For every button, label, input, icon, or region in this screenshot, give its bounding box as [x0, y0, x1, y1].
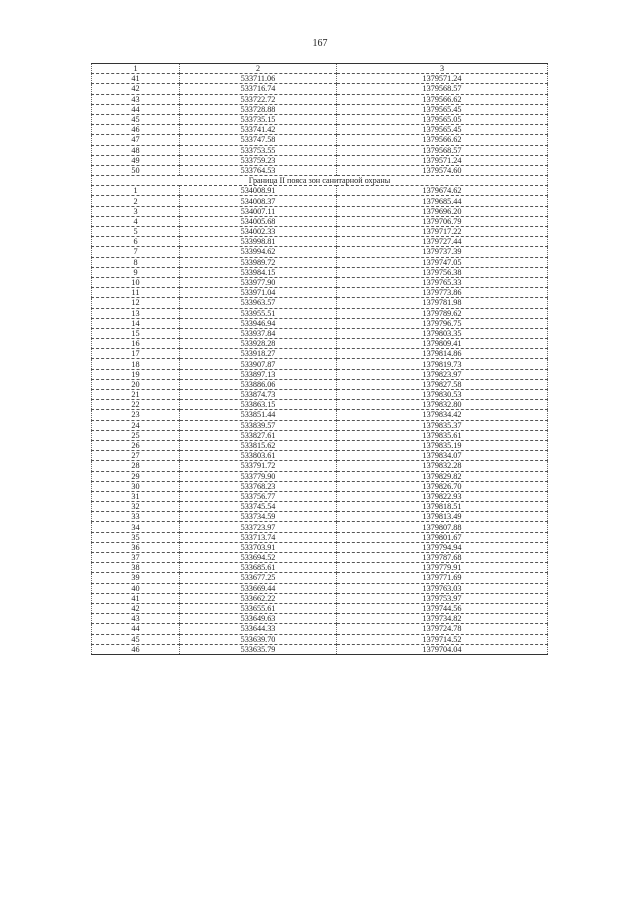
point-number-cell: 46 — [92, 125, 180, 135]
y-coordinate-cell: 1379801.67 — [337, 532, 548, 542]
table-row — [92, 583, 548, 593]
x-coordinate-cell: 533745.54 — [180, 502, 337, 512]
x-coordinate-cell: 533728.88 — [180, 104, 337, 114]
table-row — [92, 186, 548, 196]
y-coordinate-cell: 1379704.04 — [337, 644, 548, 654]
x-coordinate-cell: 533655.61 — [180, 603, 337, 613]
x-coordinate-cell: 533977.90 — [180, 277, 337, 287]
point-number-cell: 10 — [92, 277, 180, 287]
y-coordinate-cell: 1379674.62 — [337, 186, 548, 196]
x-coordinate-cell: 533662.22 — [180, 593, 337, 603]
point-number-cell: 44 — [92, 624, 180, 634]
table-row — [92, 328, 548, 338]
table-row — [92, 603, 548, 613]
x-coordinate-cell: 533937.84 — [180, 328, 337, 338]
coordinates-table-body — [92, 64, 548, 655]
y-coordinate-cell: 1379818.51 — [337, 502, 548, 512]
table-row — [92, 237, 548, 247]
point-number-cell: 14 — [92, 318, 180, 328]
table-row — [92, 206, 548, 216]
table-row — [92, 624, 548, 634]
x-coordinate-cell: 533998.81 — [180, 237, 337, 247]
table-row — [92, 491, 548, 501]
x-coordinate-cell: 533644.33 — [180, 624, 337, 634]
header-col-3: 3 — [337, 64, 548, 74]
point-number-cell: 20 — [92, 379, 180, 389]
table-row — [92, 502, 548, 512]
y-coordinate-cell: 1379813.49 — [337, 512, 548, 522]
x-coordinate-cell: 533735.15 — [180, 114, 337, 124]
y-coordinate-cell: 1379829.82 — [337, 471, 548, 481]
y-coordinate-cell: 1379835.37 — [337, 420, 548, 430]
point-number-cell: 6 — [92, 237, 180, 247]
y-coordinate-cell: 1379807.88 — [337, 522, 548, 532]
y-coordinate-cell: 1379830.53 — [337, 390, 548, 400]
point-number-cell: 27 — [92, 451, 180, 461]
y-coordinate-cell: 1379822.93 — [337, 491, 548, 501]
point-number-cell: 1 — [92, 186, 180, 196]
x-coordinate-cell: 534007.11 — [180, 206, 337, 216]
point-number-cell: 3 — [92, 206, 180, 216]
x-coordinate-cell: 533753.55 — [180, 145, 337, 155]
x-coordinate-cell: 533677.25 — [180, 573, 337, 583]
y-coordinate-cell: 1379727.44 — [337, 237, 548, 247]
page-number: 167 — [312, 38, 328, 49]
x-coordinate-cell: 533694.52 — [180, 553, 337, 563]
point-number-cell: 7 — [92, 247, 180, 257]
y-coordinate-cell: 1379565.05 — [337, 114, 548, 124]
point-number-cell: 43 — [92, 614, 180, 624]
table-row — [92, 155, 548, 165]
table-row — [92, 216, 548, 226]
table-row — [92, 593, 548, 603]
point-number-cell: 29 — [92, 471, 180, 481]
y-coordinate-cell: 1379571.24 — [337, 74, 548, 84]
table-row — [92, 277, 548, 287]
table-row — [92, 94, 548, 104]
y-coordinate-cell: 1379796.75 — [337, 318, 548, 328]
x-coordinate-cell: 533886.06 — [180, 379, 337, 389]
x-coordinate-cell: 533946.94 — [180, 318, 337, 328]
y-coordinate-cell: 1379706.79 — [337, 216, 548, 226]
point-number-cell: 5 — [92, 227, 180, 237]
x-coordinate-cell: 533635.79 — [180, 644, 337, 654]
x-coordinate-cell: 533839.57 — [180, 420, 337, 430]
y-coordinate-cell: 1379568.57 — [337, 84, 548, 94]
point-number-cell: 48 — [92, 145, 180, 155]
x-coordinate-cell: 533685.61 — [180, 563, 337, 573]
section-caption-row — [92, 176, 548, 186]
x-coordinate-cell: 533989.72 — [180, 257, 337, 267]
table-row — [92, 390, 548, 400]
y-coordinate-cell: 1379756.38 — [337, 267, 548, 277]
x-coordinate-cell: 533649.63 — [180, 614, 337, 624]
table-row — [92, 114, 548, 124]
y-coordinate-cell: 1379566.62 — [337, 135, 548, 145]
point-number-cell: 42 — [92, 84, 180, 94]
x-coordinate-cell: 533815.62 — [180, 440, 337, 450]
x-coordinate-cell: 533984.15 — [180, 267, 337, 277]
table-row — [92, 481, 548, 491]
y-coordinate-cell: 1379765.33 — [337, 277, 548, 287]
table-row — [92, 298, 548, 308]
table-row — [92, 471, 548, 481]
y-coordinate-cell: 1379571.24 — [337, 155, 548, 165]
x-coordinate-cell: 533703.91 — [180, 542, 337, 552]
coordinates-table — [91, 63, 548, 655]
x-coordinate-cell: 534008.37 — [180, 196, 337, 206]
x-coordinate-cell: 533851.44 — [180, 410, 337, 420]
x-coordinate-cell: 533994.62 — [180, 247, 337, 257]
point-number-cell: 50 — [92, 165, 180, 175]
y-coordinate-cell: 1379814.86 — [337, 349, 548, 359]
table-row — [92, 359, 548, 369]
x-coordinate-cell: 533722.72 — [180, 94, 337, 104]
table-row — [92, 125, 548, 135]
point-number-cell: 11 — [92, 288, 180, 298]
x-coordinate-cell: 533639.70 — [180, 634, 337, 644]
table-row — [92, 247, 548, 257]
table-row — [92, 74, 548, 84]
y-coordinate-cell: 1379823.97 — [337, 369, 548, 379]
x-coordinate-cell: 533863.15 — [180, 400, 337, 410]
table-row — [92, 369, 548, 379]
y-coordinate-cell: 1379717.22 — [337, 227, 548, 237]
table-row — [92, 644, 548, 654]
table-row — [92, 135, 548, 145]
x-coordinate-cell: 533803.61 — [180, 451, 337, 461]
y-coordinate-cell: 1379794.94 — [337, 542, 548, 552]
table-row — [92, 461, 548, 471]
point-number-cell: 13 — [92, 308, 180, 318]
point-number-cell: 19 — [92, 369, 180, 379]
x-coordinate-cell: 533759.23 — [180, 155, 337, 165]
table-row — [92, 553, 548, 563]
point-number-cell: 41 — [92, 74, 180, 84]
table-row — [92, 349, 548, 359]
x-coordinate-cell: 533779.90 — [180, 471, 337, 481]
point-number-cell: 34 — [92, 522, 180, 532]
y-coordinate-cell: 1379685.44 — [337, 196, 548, 206]
table-row — [92, 512, 548, 522]
y-coordinate-cell: 1379834.07 — [337, 451, 548, 461]
y-coordinate-cell: 1379787.68 — [337, 553, 548, 563]
point-number-cell: 32 — [92, 502, 180, 512]
x-coordinate-cell: 533756.77 — [180, 491, 337, 501]
point-number-cell: 45 — [92, 114, 180, 124]
table-row — [92, 532, 548, 542]
x-coordinate-cell: 533768.23 — [180, 481, 337, 491]
header-col-2: 2 — [180, 64, 337, 74]
point-number-cell: 15 — [92, 328, 180, 338]
y-coordinate-cell: 1379696.20 — [337, 206, 548, 216]
x-coordinate-cell: 533963.57 — [180, 298, 337, 308]
point-number-cell: 49 — [92, 155, 180, 165]
table-row — [92, 257, 548, 267]
table-row — [92, 227, 548, 237]
table-row — [92, 634, 548, 644]
point-number-cell: 16 — [92, 339, 180, 349]
table-row — [92, 430, 548, 440]
table-row — [92, 563, 548, 573]
table-row — [92, 145, 548, 155]
point-number-cell: 38 — [92, 563, 180, 573]
y-coordinate-cell: 1379832.80 — [337, 400, 548, 410]
table-row — [92, 104, 548, 114]
table-row — [92, 267, 548, 277]
y-coordinate-cell: 1379747.05 — [337, 257, 548, 267]
table-row — [92, 165, 548, 175]
point-number-cell: 40 — [92, 583, 180, 593]
table-row — [92, 420, 548, 430]
point-number-cell: 12 — [92, 298, 180, 308]
y-coordinate-cell: 1379835.61 — [337, 430, 548, 440]
y-coordinate-cell: 1379819.73 — [337, 359, 548, 369]
y-coordinate-cell: 1379827.58 — [337, 379, 548, 389]
point-number-cell: 24 — [92, 420, 180, 430]
point-number-cell: 42 — [92, 603, 180, 613]
x-coordinate-cell: 533928.28 — [180, 339, 337, 349]
point-number-cell: 23 — [92, 410, 180, 420]
point-number-cell: 36 — [92, 542, 180, 552]
table-row — [92, 522, 548, 532]
point-number-cell: 18 — [92, 359, 180, 369]
point-number-cell: 43 — [92, 94, 180, 104]
point-number-cell: 17 — [92, 349, 180, 359]
y-coordinate-cell: 1379771.69 — [337, 573, 548, 583]
x-coordinate-cell: 533874.73 — [180, 390, 337, 400]
y-coordinate-cell: 1379834.42 — [337, 410, 548, 420]
table-row — [92, 410, 548, 420]
y-coordinate-cell: 1379789.62 — [337, 308, 548, 318]
point-number-cell: 28 — [92, 461, 180, 471]
y-coordinate-cell: 1379832.28 — [337, 461, 548, 471]
x-coordinate-cell: 533713.74 — [180, 532, 337, 542]
x-coordinate-cell: 533734.59 — [180, 512, 337, 522]
x-coordinate-cell: 533669.44 — [180, 583, 337, 593]
x-coordinate-cell: 533741.42 — [180, 125, 337, 135]
table-row — [92, 440, 548, 450]
y-coordinate-cell: 1379737.39 — [337, 247, 548, 257]
y-coordinate-cell: 1379744.56 — [337, 603, 548, 613]
point-number-cell: 41 — [92, 593, 180, 603]
x-coordinate-cell: 533897.13 — [180, 369, 337, 379]
point-number-cell: 26 — [92, 440, 180, 450]
x-coordinate-cell: 533764.53 — [180, 165, 337, 175]
y-coordinate-cell: 1379724.78 — [337, 624, 548, 634]
header-col-1: 1 — [92, 64, 180, 74]
y-coordinate-cell: 1379734.82 — [337, 614, 548, 624]
table-row — [92, 614, 548, 624]
y-coordinate-cell: 1379714.52 — [337, 634, 548, 644]
table-row — [92, 542, 548, 552]
table-row — [92, 573, 548, 583]
x-coordinate-cell: 534002.33 — [180, 227, 337, 237]
table-header-row — [92, 64, 548, 74]
y-coordinate-cell: 1379835.19 — [337, 440, 548, 450]
y-coordinate-cell: 1379809.41 — [337, 339, 548, 349]
table-row — [92, 288, 548, 298]
point-number-cell: 30 — [92, 481, 180, 491]
point-number-cell: 39 — [92, 573, 180, 583]
x-coordinate-cell: 533955.51 — [180, 308, 337, 318]
y-coordinate-cell: 1379763.03 — [337, 583, 548, 593]
x-coordinate-cell: 533711.06 — [180, 74, 337, 84]
y-coordinate-cell: 1379565.45 — [337, 125, 548, 135]
point-number-cell: 21 — [92, 390, 180, 400]
point-number-cell: 31 — [92, 491, 180, 501]
x-coordinate-cell: 533918.27 — [180, 349, 337, 359]
table-row — [92, 339, 548, 349]
x-coordinate-cell: 534005.68 — [180, 216, 337, 226]
table-row — [92, 196, 548, 206]
point-number-cell: 44 — [92, 104, 180, 114]
x-coordinate-cell: 533971.04 — [180, 288, 337, 298]
x-coordinate-cell: 533827.61 — [180, 430, 337, 440]
point-number-cell: 4 — [92, 216, 180, 226]
point-number-cell: 8 — [92, 257, 180, 267]
y-coordinate-cell: 1379565.45 — [337, 104, 548, 114]
y-coordinate-cell: 1379803.35 — [337, 328, 548, 338]
y-coordinate-cell: 1379574.60 — [337, 165, 548, 175]
point-number-cell: 35 — [92, 532, 180, 542]
y-coordinate-cell: 1379566.62 — [337, 94, 548, 104]
point-number-cell: 25 — [92, 430, 180, 440]
point-number-cell: 47 — [92, 135, 180, 145]
point-number-cell: 2 — [92, 196, 180, 206]
y-coordinate-cell: 1379826.70 — [337, 481, 548, 491]
table-row — [92, 400, 548, 410]
x-coordinate-cell: 533747.58 — [180, 135, 337, 145]
point-number-cell: 33 — [92, 512, 180, 522]
table-row — [92, 451, 548, 461]
section-caption: Граница II пояса зон санитарной охраны — [92, 176, 548, 186]
point-number-cell: 46 — [92, 644, 180, 654]
y-coordinate-cell: 1379779.91 — [337, 563, 548, 573]
y-coordinate-cell: 1379568.57 — [337, 145, 548, 155]
x-coordinate-cell: 533716.74 — [180, 84, 337, 94]
table-row — [92, 84, 548, 94]
x-coordinate-cell: 533907.87 — [180, 359, 337, 369]
table-row — [92, 318, 548, 328]
table-row — [92, 379, 548, 389]
point-number-cell: 9 — [92, 267, 180, 277]
y-coordinate-cell: 1379753.97 — [337, 593, 548, 603]
point-number-cell: 45 — [92, 634, 180, 644]
y-coordinate-cell: 1379781.98 — [337, 298, 548, 308]
x-coordinate-cell: 533723.97 — [180, 522, 337, 532]
table-row — [92, 308, 548, 318]
x-coordinate-cell: 533791.72 — [180, 461, 337, 471]
y-coordinate-cell: 1379773.86 — [337, 288, 548, 298]
point-number-cell: 37 — [92, 553, 180, 563]
x-coordinate-cell: 534008.91 — [180, 186, 337, 196]
point-number-cell: 22 — [92, 400, 180, 410]
